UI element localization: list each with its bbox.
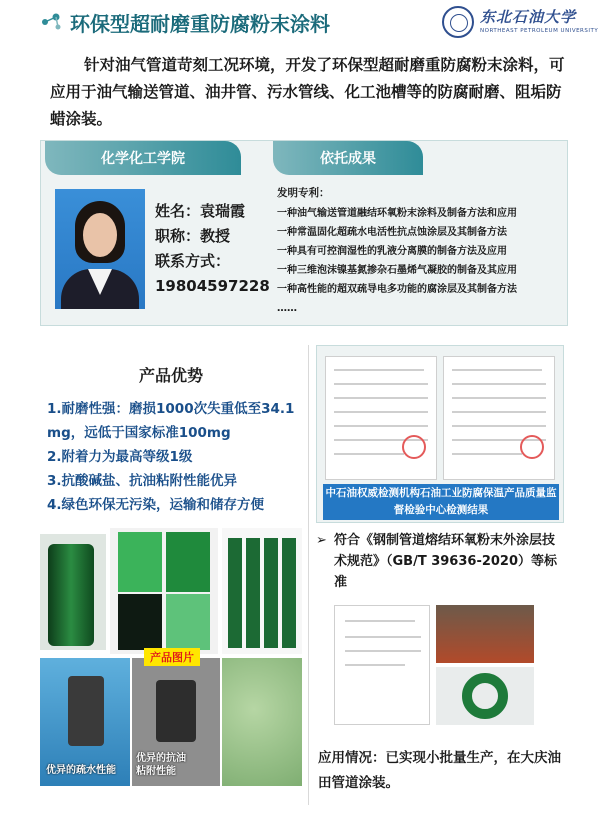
application-photos xyxy=(334,605,534,725)
coated-pipe-end-photo xyxy=(436,667,534,725)
page-title: 环保型超耐磨重防腐粉末涂料 xyxy=(70,12,330,36)
oil-caption-line-2: 粘附性能 xyxy=(136,766,176,777)
university-logo xyxy=(442,6,599,40)
contact-phone: 19804597228 xyxy=(155,277,270,295)
patent-item: 一种三维泡沫镍基氮掺杂石墨烯气凝胶的制备及其应用 xyxy=(277,265,517,276)
oil-caption xyxy=(136,752,186,778)
molecule-bullet-icon xyxy=(40,12,64,32)
hydrophobic-caption: 优异的疏水性能 xyxy=(46,765,116,776)
test-report-document xyxy=(325,356,437,480)
oil-caption-line-1: 优异的抗油 xyxy=(136,753,186,764)
contact-label: 联系方式： xyxy=(155,252,231,270)
person-name: 姓名：袁瑞霞 xyxy=(155,202,246,220)
product-photos xyxy=(40,528,302,788)
advantage-item: 1.耐磨性强：磨损1000次失重低至34.1 mg，远低于国家标准100mg xyxy=(47,401,295,441)
column-divider xyxy=(308,345,309,805)
red-stamp-icon xyxy=(402,435,426,459)
logo-chinese-name: 东北石油大学 xyxy=(480,8,577,26)
test-report-document xyxy=(443,356,555,480)
coated-plates-photo xyxy=(110,528,218,654)
logo-english-name: NORTHEAST PETROLEUM UNIVERSITY xyxy=(480,28,599,34)
red-stamp-icon xyxy=(520,435,544,459)
report-caption: 中石油权威检测机构石油工业防腐保温产品质量监督检验中心检测结果 xyxy=(323,484,559,520)
advantage-item: 4.绿色环保无污染，运输和储存方便 xyxy=(47,497,265,513)
intro-paragraph: 针对油气管道苛刻工况环境，开发了环保型超耐磨重防腐粉末涂料，可应用于油气输送管道、油井管、污水管线、化工池槽等的防腐耐磨、阻垢防蜡涂装。 xyxy=(50,56,565,128)
certificate-document xyxy=(334,605,430,725)
patent-item: 一种高性能的超双疏导电多功能的腐涂层及其制备方法 xyxy=(277,284,517,295)
test-report-panel xyxy=(316,345,564,523)
powder-photo xyxy=(222,658,302,786)
standard-text: 符合《钢制管道熔结环氧粉末外涂层技术规范》（GB/T 39636-2020）等标准 xyxy=(334,533,558,590)
professor-photo xyxy=(55,189,145,309)
advantages-section xyxy=(40,345,302,525)
patent-item: 一种具有可控润湿性的乳液分离膜的制备方法及应用 xyxy=(277,246,507,257)
person-info xyxy=(155,199,270,299)
coated-pipe-photo xyxy=(40,534,106,650)
patent-list xyxy=(277,185,561,318)
info-panel xyxy=(40,140,568,326)
patent-item: 一种油气输送管道融结环氧粉末涂料及制备方法和应用 xyxy=(277,208,517,219)
advantages-list xyxy=(47,397,297,517)
advantage-item: 2.附着力为最高等级1级 xyxy=(47,449,193,465)
production-line-photo xyxy=(436,605,534,663)
header xyxy=(0,0,604,44)
advantages-title: 产品优势 xyxy=(138,366,203,385)
coated-strips-photo xyxy=(222,528,302,654)
patent-ellipsis: …… xyxy=(277,303,297,314)
results-tab: 依托成果 xyxy=(273,141,423,175)
patent-item: 一种常温固化超疏水电活性抗点蚀涂层及其制备方法 xyxy=(277,227,507,238)
arrow-bullet-icon: ➢ xyxy=(316,533,327,548)
standard-note xyxy=(316,530,566,593)
college-tab: 化学化工学院 xyxy=(45,141,241,175)
advantage-item: 3.抗酸碱盐、抗油粘附性能优异 xyxy=(47,473,238,489)
application-status: 应用情况：已实现小批量生产，在大庆油田管道涂装。 xyxy=(318,750,561,791)
patents-title: 发明专利： xyxy=(277,187,330,199)
university-seal-icon xyxy=(442,6,474,38)
person-title: 职称：教授 xyxy=(155,227,231,245)
product-photo-label: 产品图片 xyxy=(144,648,200,666)
